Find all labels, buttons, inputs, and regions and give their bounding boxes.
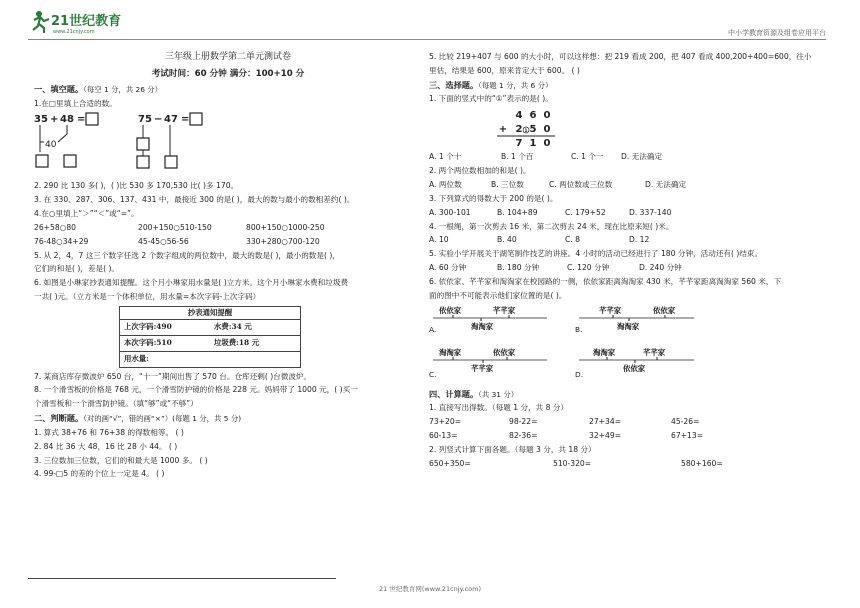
header-divider (28, 39, 826, 40)
vertical-addition (429, 108, 824, 148)
section-title: 四、计算题。 (429, 388, 479, 399)
calc-item: 32+49= (589, 431, 622, 441)
right-column (429, 48, 824, 473)
fig-d-letter: D. (575, 369, 584, 379)
compare-item: 800+150○1000-250 (246, 222, 325, 232)
question-7: 7. 某商店库存微波炉 650 台，“十一”期间出售了 570 台。仓库还剩( )台微波炉。 (34, 371, 312, 381)
question-5-line-1: 5. 从 2，4，7 这三个数字任选 2 个数字组成的两位数中，最大的数是( )，最小的数是( )， (34, 250, 340, 260)
option: C. 1 个一 (571, 152, 604, 162)
fig-b-top-left: 芊芊家 (599, 305, 622, 315)
header-platform-text: 中小学教育资源及组卷应用平台 (728, 29, 826, 37)
fig-c-bottom: 芊芊家 (471, 363, 494, 373)
option: D. 240 分钟 (639, 263, 682, 273)
eq1-box-right (64, 155, 76, 167)
question-6-line-2: 一共( )元。（立方米是一个体积单位，用水量=本次字码-上次字码） (34, 292, 261, 302)
logo-text: 21世纪教育 (51, 14, 122, 29)
notice-water-usage: 用水量: (124, 354, 149, 364)
fig-b-bottom: 淘淘家 (617, 321, 640, 331)
eq2-op: − (154, 114, 163, 126)
option: A. 1 个十 (429, 152, 462, 162)
choice-question-2: 2. 两个两位数相加的和是( )。 (429, 166, 531, 176)
compare-item: 45-45○56-56 (138, 236, 189, 246)
eq1-op: + (50, 114, 59, 126)
section-note: （共 31 分） (478, 389, 519, 399)
fig-d-bottom: 依依家 (623, 363, 646, 373)
digit: 6 (529, 110, 537, 122)
digit: 0 (543, 138, 551, 149)
paper-title: 三年级上册数学第二单元测试卷 (164, 52, 291, 62)
calc-item: 98-22= (509, 417, 538, 427)
question-3: 3. 在 330、287、306、137、431 中，最接近 300 的是( )，最大的数与最小的数相差约( )。 (34, 195, 355, 205)
judge-item-5-line-2: 里估，结果是 600，原来肯定大于 600。 ( ) (429, 65, 580, 75)
digit: 0 (543, 110, 551, 122)
option: C. 120 分钟 (567, 263, 610, 273)
logo (30, 6, 150, 36)
eq2-eq: = (181, 114, 190, 126)
choice-question-3: 3. 下列算式的得数大于 200 的是( )。 (429, 193, 558, 203)
calc-item: 60-13= (429, 431, 458, 441)
calc-item: 27+34= (589, 417, 622, 427)
section-choice-heading (429, 80, 824, 91)
section-note: （每空 1 分，共 26 分） (83, 84, 163, 94)
question-8-line-1: 8. 一个滑雪板的价格是 768 元，一个滑雪防护镜的价格是 228 元。妈妈带了 1000 元，( )买一 (34, 385, 358, 395)
question-8-line-2: 个滑雪板和一个滑雪防护镜。（填“够”或“不够”） (34, 399, 198, 409)
calc-item: 67+13= (671, 431, 704, 441)
option: B. 三位数 (491, 179, 524, 189)
question-2: 2. 290 比 130 多( )，( )比 530 多 170,530 比( )多 170。 (34, 181, 239, 191)
choice-2-options (429, 180, 824, 190)
option: C. 两位数或三位数 (549, 179, 613, 189)
option: A. 10 (429, 235, 449, 245)
judge-item: 3. 三位数加三位数，它们的和最大是 1000 多。 ( ) (34, 455, 208, 465)
section-calc-heading (429, 389, 824, 400)
section-note: （每题 1 分，共 6 分） (478, 80, 553, 90)
calc-item: 73+20= (429, 417, 462, 427)
question-5-line-2: 它们的和是( )，差是( )。 (34, 264, 120, 274)
eq1-box-left (36, 155, 48, 167)
choice-4-options (429, 235, 824, 245)
question-6-line-1: 6. 如图是小琳家抄表通知提醒。这个月小琳家用水量是( )立方米。这个月小琳家水费和垃圾费 (34, 278, 349, 288)
option: C. 179+52 (565, 207, 606, 217)
eq2-b: 47 (164, 114, 178, 126)
fig-c-top-left: 淘淘家 (439, 347, 462, 357)
digit: 0 (543, 124, 551, 136)
calc-item: 510-320= (553, 458, 592, 468)
choice-question-6-line-2: 面的图中不可能表示他们家位置的是( )。 (429, 290, 567, 300)
compare-row-2 (34, 237, 422, 247)
section-title: 三、选择题。 (429, 79, 479, 90)
equation-diagrams (34, 112, 234, 174)
fig-a-letter: A. (429, 324, 437, 334)
section-judge-heading (34, 413, 422, 424)
fig-c-letter: C. (429, 369, 437, 379)
digit: 5 (529, 124, 537, 136)
judge-item: 4. 99-□5 的差的个位上一定是 4。 ( ) (34, 469, 165, 479)
logo-runner-icon (33, 11, 49, 33)
option: B. 180 分钟 (497, 263, 540, 273)
option: B. 1 个百 (501, 152, 534, 162)
option: A. 两位数 (429, 179, 462, 189)
section-title: 一、填空题。 (34, 83, 84, 94)
option: B. 104+89 (497, 207, 538, 217)
eq1-eq: = (77, 114, 86, 126)
eq1-a: 35 (34, 114, 48, 126)
eq1-b: 48 (60, 114, 74, 126)
digit: 7 (515, 138, 523, 149)
compare-item: 200+150○510-150 (138, 222, 212, 232)
plus-sign: + (498, 124, 508, 136)
judge-item: 1. 算式 38+76 和 76+38 的得数相等。 ( ) (34, 427, 184, 437)
choice-5-options (429, 263, 824, 273)
compare-row-1 (34, 223, 422, 233)
notice-last-reading: 上次字码:490 (124, 322, 172, 332)
compare-item: 76-48○34+29 (34, 236, 89, 246)
calc-question-2: 2. 列竖式计算下面各题。（每题 3 分，共 18 分） (429, 444, 596, 454)
question-4: 4.在○里填上“＞”“＜”或“=”。 (34, 208, 139, 218)
calc-row-2 (429, 431, 824, 441)
option: D. 无法确定 (621, 152, 663, 162)
calc-item: 45-26= (671, 417, 700, 427)
notice-current-reading: 本次字码:510 (124, 338, 172, 348)
eq2-a: 75 (138, 114, 152, 126)
choice-question-1: 1. 下面的竖式中的“①”表示的是( )。 (429, 94, 553, 104)
eq2-box-mid (137, 138, 149, 150)
choice-question-5: 5. 实验小学开展关于湖笔制作技艺的讲座。4 小时的活动已经进行了 180 分钟，活动还有( )结束。 (429, 249, 763, 259)
digit: 1 (529, 138, 537, 149)
fig-d-top-left: 淘淘家 (593, 347, 616, 357)
notice-title: 抄表通知提醒 (120, 307, 300, 320)
fig-c-top-right: 依依家 (493, 347, 516, 357)
calc-question-1: 1. 直接写出得数。（每题 1 分，共 8 分） (429, 403, 569, 413)
calc-item: 580+160= (681, 458, 723, 468)
meter-reading-notice (119, 306, 301, 368)
carry-digit: 1 (524, 129, 528, 135)
footer-divider (28, 578, 336, 579)
notice-garbage-fee: 垃圾费:18 元 (214, 338, 260, 348)
compare-item: 330+280○700-120 (246, 236, 320, 246)
eq1-40: 40 (45, 140, 57, 151)
judge-item-5-line-1: 5. 比较 219+407 与 600 的大小时，可以这样想：把 219 看成 200，把 407 看成 400,200+400=600，往小 (429, 52, 812, 61)
choice-question-4: 4. 一根绳，第一次剪去 16 米，第二次剪去 24 米，现在比原来短( )米。 (429, 221, 674, 231)
choice-question-6-line-1: 6. 依依家、芊芊家和淘淘家在校园路的一侧，依依家距离淘淘家 430 米，芊芊家距离淘淘家 560 米，下 (429, 276, 782, 286)
option: A. 60 分钟 (429, 263, 467, 273)
eq2-answer-box (190, 113, 202, 125)
choice-1-options (429, 152, 824, 162)
notice-water-fee: 水费:34 元 (214, 322, 252, 332)
section-fill-blank-heading (34, 84, 422, 95)
digit: 4 (515, 110, 523, 122)
option: D. 无法确定 (645, 179, 687, 189)
option: C. 8 (565, 235, 580, 245)
calc-item: 650+350= (429, 458, 471, 468)
section-note: （对的画“√”，错的画“×”）(每题 1 分，共 5 分) (83, 414, 242, 424)
option: A. 300-101 (429, 207, 471, 217)
left-column (34, 48, 422, 483)
choice-3-options (429, 208, 824, 218)
eq1-answer-box (86, 113, 98, 125)
section-title: 二、判断题。 (34, 413, 84, 424)
compare-item: 26+58○80 (34, 222, 76, 232)
fig-d-top-right: 芊芊家 (643, 347, 666, 357)
digit: 2 (515, 124, 523, 136)
calc-vertical-row-1 (429, 459, 824, 469)
fig-b-letter: B. (575, 324, 583, 334)
eq2-box-right (165, 156, 177, 168)
option: D. 12 (629, 235, 650, 245)
position-figures (429, 305, 824, 387)
paper-subtitle: 考试时间：60 分钟 满分：100+10 分 (151, 68, 305, 79)
judge-item: 2. 84 比 36 大 48，16 比 28 小 44。 ( ) (34, 441, 178, 451)
fig-b-top-right: 依依家 (653, 305, 676, 315)
question-1: 1.在□里填上合适的数。 (34, 98, 117, 108)
fig-a-bottom: 淘淘家 (471, 321, 494, 331)
logo-url: www.21cnjy.com (53, 29, 95, 35)
option: D. 337-140 (629, 207, 672, 217)
calc-row-1 (429, 417, 824, 427)
eq2-box-left (137, 156, 149, 168)
option: B. 40 (497, 235, 517, 245)
fig-a-top-right: 芊芊家 (493, 305, 516, 315)
calc-item: 82-36= (509, 431, 538, 441)
footer-text: 21 世纪教育网(www.21cnjy.com) (379, 585, 481, 593)
fig-a-top-left: 依依家 (439, 305, 462, 315)
